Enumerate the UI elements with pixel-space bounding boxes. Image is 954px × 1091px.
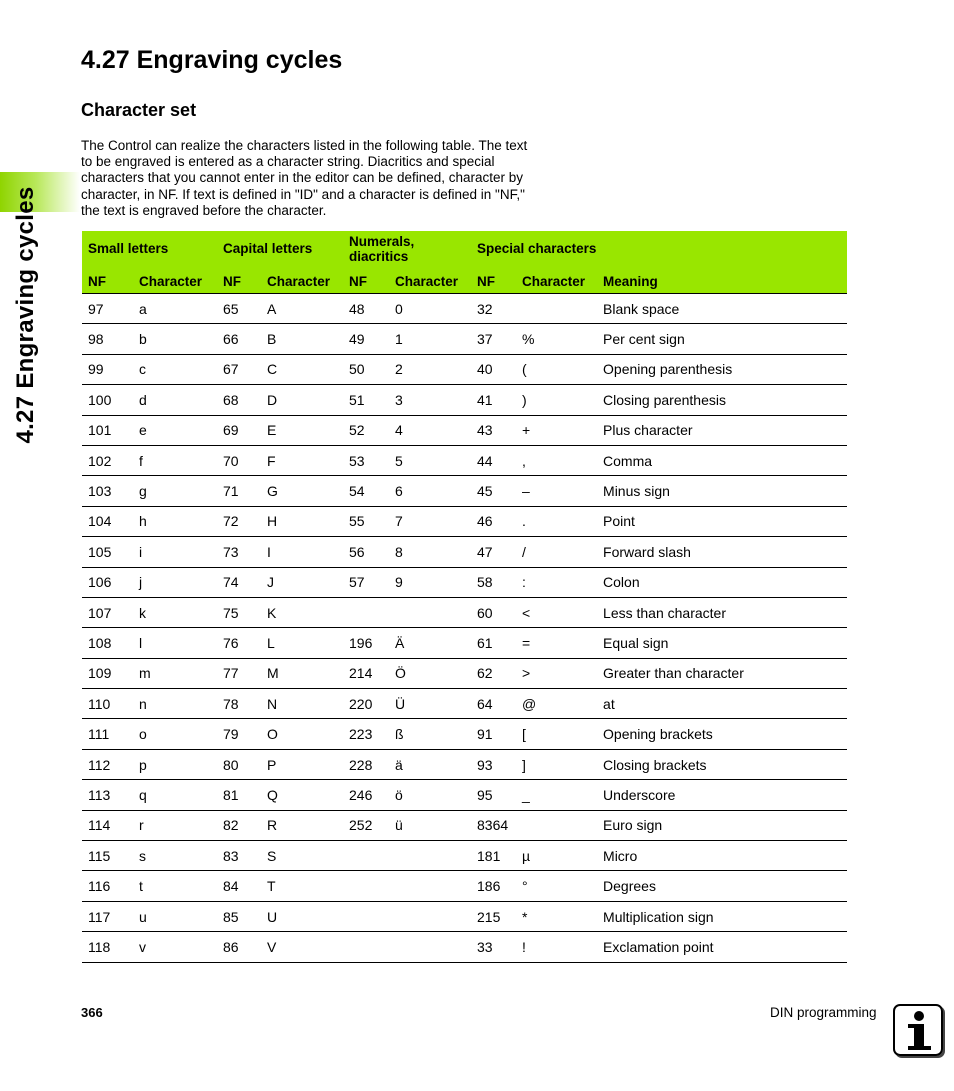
table-row bbox=[82, 749, 847, 779]
table-cell: L bbox=[261, 628, 343, 658]
table-cell: 72 bbox=[217, 506, 261, 536]
group-header-small-letters: Small letters bbox=[88, 241, 169, 256]
table-row bbox=[82, 932, 847, 962]
table-cell: M bbox=[261, 658, 343, 688]
table-cell: i bbox=[133, 537, 217, 567]
table-cell: B bbox=[261, 324, 343, 354]
table-cell: 33 bbox=[471, 932, 516, 962]
table-cell bbox=[343, 871, 389, 901]
column-header: Meaning bbox=[597, 264, 847, 294]
table-cell: 114 bbox=[82, 810, 133, 840]
table-row bbox=[82, 901, 847, 931]
table-cell: Q bbox=[261, 780, 343, 810]
table-cell: 110 bbox=[82, 689, 133, 719]
table-cell: d bbox=[133, 385, 217, 415]
table-cell: I bbox=[261, 537, 343, 567]
table-cell: 9 bbox=[389, 567, 471, 597]
table-cell: Multiplication sign bbox=[597, 901, 847, 931]
table-cell: = bbox=[516, 628, 597, 658]
table-row bbox=[82, 871, 847, 901]
table-cell: N bbox=[261, 689, 343, 719]
table-cell: Ü bbox=[389, 689, 471, 719]
side-tab-label: 4.27 Engraving cycles bbox=[12, 186, 39, 444]
table-cell: 112 bbox=[82, 749, 133, 779]
table-cell: 4 bbox=[389, 415, 471, 445]
table-cell: Equal sign bbox=[597, 628, 847, 658]
table-row bbox=[82, 506, 847, 536]
table-cell: * bbox=[516, 901, 597, 931]
table-cell: 44 bbox=[471, 445, 516, 475]
table-cell: 50 bbox=[343, 354, 389, 384]
table-cell: c bbox=[133, 354, 217, 384]
table-cell: 108 bbox=[82, 628, 133, 658]
chapter-title: 4.27 Engraving cycles bbox=[81, 46, 343, 74]
table-cell: 57 bbox=[343, 567, 389, 597]
table-cell: Blank space bbox=[597, 294, 847, 324]
table-cell: > bbox=[516, 658, 597, 688]
table-cell: 53 bbox=[343, 445, 389, 475]
table-cell: f bbox=[133, 445, 217, 475]
table-cell bbox=[389, 597, 471, 627]
table-cell: 95 bbox=[471, 780, 516, 810]
table-cell: 43 bbox=[471, 415, 516, 445]
table-cell: Closing brackets bbox=[597, 749, 847, 779]
table-cell: 83 bbox=[217, 841, 261, 871]
table-cell: Euro sign bbox=[597, 810, 847, 840]
column-header: Character bbox=[389, 264, 471, 294]
table-cell: 49 bbox=[343, 324, 389, 354]
column-header: NF bbox=[343, 264, 389, 294]
table-cell bbox=[343, 841, 389, 871]
table-row bbox=[82, 476, 847, 506]
table-cell: 62 bbox=[471, 658, 516, 688]
table-cell: 111 bbox=[82, 719, 133, 749]
table-cell: 3 bbox=[389, 385, 471, 415]
table-cell: 61 bbox=[471, 628, 516, 658]
table-cell: b bbox=[133, 324, 217, 354]
table-cell: ß bbox=[389, 719, 471, 749]
table-row bbox=[82, 567, 847, 597]
table-cell: 1 bbox=[389, 324, 471, 354]
table-cell: : bbox=[516, 567, 597, 597]
table-cell: 32 bbox=[471, 294, 516, 324]
table-cell: Per cent sign bbox=[597, 324, 847, 354]
table-cell: 54 bbox=[343, 476, 389, 506]
table-cell: o bbox=[133, 719, 217, 749]
page-number: 366 bbox=[81, 1005, 103, 1020]
table-row bbox=[82, 324, 847, 354]
table-cell: C bbox=[261, 354, 343, 384]
table-cell: < bbox=[516, 597, 597, 627]
table-cell: G bbox=[261, 476, 343, 506]
table-cell: ü bbox=[389, 810, 471, 840]
column-header: NF bbox=[471, 264, 516, 294]
table-cell: S bbox=[261, 841, 343, 871]
table-cell: Opening parenthesis bbox=[597, 354, 847, 384]
table-cell: 64 bbox=[471, 689, 516, 719]
table-cell: l bbox=[133, 628, 217, 658]
table-cell: Plus character bbox=[597, 415, 847, 445]
table-cell: % bbox=[516, 324, 597, 354]
table-cell: 37 bbox=[471, 324, 516, 354]
table-cell: e bbox=[133, 415, 217, 445]
table-cell: O bbox=[261, 719, 343, 749]
table-row bbox=[82, 385, 847, 415]
table-cell: 109 bbox=[82, 658, 133, 688]
table-row bbox=[82, 719, 847, 749]
table-cell: 102 bbox=[82, 445, 133, 475]
table-row bbox=[82, 810, 847, 840]
column-header: Character bbox=[133, 264, 217, 294]
table-cell: p bbox=[133, 749, 217, 779]
table-cell: 60 bbox=[471, 597, 516, 627]
table-cell: Degrees bbox=[597, 871, 847, 901]
table-cell: 228 bbox=[343, 749, 389, 779]
group-header-empty bbox=[597, 231, 847, 264]
table-cell: u bbox=[133, 901, 217, 931]
table-cell: t bbox=[133, 871, 217, 901]
table-cell: 45 bbox=[471, 476, 516, 506]
table-cell: 76 bbox=[217, 628, 261, 658]
table-cell: Point bbox=[597, 506, 847, 536]
table-cell: A bbox=[261, 294, 343, 324]
table-cell: / bbox=[516, 537, 597, 567]
table-cell: Underscore bbox=[597, 780, 847, 810]
table-cell: 214 bbox=[343, 658, 389, 688]
column-header: NF bbox=[82, 264, 133, 294]
table-cell: at bbox=[597, 689, 847, 719]
table-cell: ä bbox=[389, 749, 471, 779]
column-header: Character bbox=[261, 264, 343, 294]
table-row bbox=[82, 780, 847, 810]
table-cell: 93 bbox=[471, 749, 516, 779]
table-cell: _ bbox=[516, 780, 597, 810]
table-cell: 2 bbox=[389, 354, 471, 384]
table-cell: + bbox=[516, 415, 597, 445]
table-cell: 70 bbox=[217, 445, 261, 475]
table-cell: Less than character bbox=[597, 597, 847, 627]
table-cell bbox=[343, 932, 389, 962]
column-header: Character bbox=[516, 264, 597, 294]
group-header-capital-letters: Capital letters bbox=[223, 241, 313, 256]
table-cell: s bbox=[133, 841, 217, 871]
table-cell: 51 bbox=[343, 385, 389, 415]
table-cell: 71 bbox=[217, 476, 261, 506]
table-cell: 5 bbox=[389, 445, 471, 475]
table-cell: @ bbox=[516, 689, 597, 719]
table-cell bbox=[389, 932, 471, 962]
table-cell: 100 bbox=[82, 385, 133, 415]
table-row bbox=[82, 841, 847, 871]
table-cell: 41 bbox=[471, 385, 516, 415]
table-cell: ! bbox=[516, 932, 597, 962]
table-cell: 81 bbox=[217, 780, 261, 810]
table-cell: F bbox=[261, 445, 343, 475]
table-cell: 115 bbox=[82, 841, 133, 871]
table-cell: D bbox=[261, 385, 343, 415]
table-group-header-row bbox=[82, 231, 847, 264]
table-cell: Greater than character bbox=[597, 658, 847, 688]
table-cell: 118 bbox=[82, 932, 133, 962]
table-cell: T bbox=[261, 871, 343, 901]
table-body bbox=[82, 294, 847, 963]
table-cell: 91 bbox=[471, 719, 516, 749]
table-cell: Colon bbox=[597, 567, 847, 597]
table-row bbox=[82, 445, 847, 475]
table-cell: 73 bbox=[217, 537, 261, 567]
table-cell: , bbox=[516, 445, 597, 475]
table-cell: 107 bbox=[82, 597, 133, 627]
table-cell: 85 bbox=[217, 901, 261, 931]
table-cell: 67 bbox=[217, 354, 261, 384]
table-cell bbox=[516, 810, 597, 840]
table-cell: 97 bbox=[82, 294, 133, 324]
table-cell: 196 bbox=[343, 628, 389, 658]
table-cell: R bbox=[261, 810, 343, 840]
table-row bbox=[82, 597, 847, 627]
table-cell: µ bbox=[516, 841, 597, 871]
table-cell: n bbox=[133, 689, 217, 719]
table-cell: 56 bbox=[343, 537, 389, 567]
table-cell: 116 bbox=[82, 871, 133, 901]
table-cell: 246 bbox=[343, 780, 389, 810]
table-cell: Ö bbox=[389, 658, 471, 688]
table-cell: 7 bbox=[389, 506, 471, 536]
table-cell: 105 bbox=[82, 537, 133, 567]
table-cell: 181 bbox=[471, 841, 516, 871]
table-cell: 117 bbox=[82, 901, 133, 931]
table-cell: 47 bbox=[471, 537, 516, 567]
table-cell: 220 bbox=[343, 689, 389, 719]
table-cell bbox=[389, 841, 471, 871]
table-cell: Micro bbox=[597, 841, 847, 871]
table-cell: 58 bbox=[471, 567, 516, 597]
table-cell: E bbox=[261, 415, 343, 445]
table-cell: 86 bbox=[217, 932, 261, 962]
table-row bbox=[82, 658, 847, 688]
table-cell: a bbox=[133, 294, 217, 324]
section-title: Character set bbox=[81, 100, 197, 120]
table-cell: 0 bbox=[389, 294, 471, 324]
table-cell: ) bbox=[516, 385, 597, 415]
table-cell: 6 bbox=[389, 476, 471, 506]
table-cell: m bbox=[133, 658, 217, 688]
table-cell: 46 bbox=[471, 506, 516, 536]
info-icon bbox=[893, 1004, 943, 1056]
table-cell: V bbox=[261, 932, 343, 962]
table-cell bbox=[343, 901, 389, 931]
table-cell: g bbox=[133, 476, 217, 506]
table-cell: – bbox=[516, 476, 597, 506]
table-cell bbox=[516, 294, 597, 324]
table-cell: 8 bbox=[389, 537, 471, 567]
table-cell: ° bbox=[516, 871, 597, 901]
table-cell: v bbox=[133, 932, 217, 962]
table-cell: r bbox=[133, 810, 217, 840]
table-row bbox=[82, 628, 847, 658]
table-cell: ] bbox=[516, 749, 597, 779]
table-cell bbox=[389, 871, 471, 901]
table-row bbox=[82, 415, 847, 445]
table-cell: Closing parenthesis bbox=[597, 385, 847, 415]
table-cell: 113 bbox=[82, 780, 133, 810]
table-cell: 68 bbox=[217, 385, 261, 415]
table-cell: K bbox=[261, 597, 343, 627]
table-cell: k bbox=[133, 597, 217, 627]
table-cell: U bbox=[261, 901, 343, 931]
table-cell: [ bbox=[516, 719, 597, 749]
table-cell: 66 bbox=[217, 324, 261, 354]
intro-paragraph: The Control can realize the characters listed in the following table. The text to be engraved is entered as a character string. Diacritics and special characters that you cannot enter in the editor can be defined, character by character, in NF. If text is defined in "ID" and a character is defined in "NF," the text is engraved before the character. bbox=[81, 138, 528, 218]
table-cell: 82 bbox=[217, 810, 261, 840]
table-cell: 65 bbox=[217, 294, 261, 324]
table-row bbox=[82, 294, 847, 324]
table-cell: q bbox=[133, 780, 217, 810]
table-cell: 77 bbox=[217, 658, 261, 688]
table-cell bbox=[389, 901, 471, 931]
table-cell: H bbox=[261, 506, 343, 536]
table-row bbox=[82, 537, 847, 567]
group-header-special-characters: Special characters bbox=[477, 241, 597, 256]
table-cell: Ä bbox=[389, 628, 471, 658]
table-cell: P bbox=[261, 749, 343, 779]
column-header: NF bbox=[217, 264, 261, 294]
table-cell: J bbox=[261, 567, 343, 597]
table-cell: 52 bbox=[343, 415, 389, 445]
group-header-numerals-diacritics: Numerals, diacritics bbox=[349, 233, 415, 264]
table-cell: 69 bbox=[217, 415, 261, 445]
table-column-header-row bbox=[82, 264, 847, 294]
table-cell: 80 bbox=[217, 749, 261, 779]
table-cell: Opening brackets bbox=[597, 719, 847, 749]
table-cell: 40 bbox=[471, 354, 516, 384]
table-cell: 98 bbox=[82, 324, 133, 354]
table-cell: 186 bbox=[471, 871, 516, 901]
table-row bbox=[82, 354, 847, 384]
table-cell: 104 bbox=[82, 506, 133, 536]
table-cell: ö bbox=[389, 780, 471, 810]
table-cell: 99 bbox=[82, 354, 133, 384]
table-cell: 223 bbox=[343, 719, 389, 749]
table-row bbox=[82, 689, 847, 719]
table-cell: 84 bbox=[217, 871, 261, 901]
table-cell: 79 bbox=[217, 719, 261, 749]
table-cell: 78 bbox=[217, 689, 261, 719]
table-cell: 75 bbox=[217, 597, 261, 627]
table-cell: 103 bbox=[82, 476, 133, 506]
table-cell: 48 bbox=[343, 294, 389, 324]
table-cell: Minus sign bbox=[597, 476, 847, 506]
table-cell: 106 bbox=[82, 567, 133, 597]
table-cell: Exclamation point bbox=[597, 932, 847, 962]
table-cell: 101 bbox=[82, 415, 133, 445]
table-cell: 55 bbox=[343, 506, 389, 536]
footer-section-name: DIN programming bbox=[770, 1005, 877, 1020]
table-cell: h bbox=[133, 506, 217, 536]
table-cell: 74 bbox=[217, 567, 261, 597]
table-cell: Forward slash bbox=[597, 537, 847, 567]
table-cell bbox=[343, 597, 389, 627]
table-cell: . bbox=[516, 506, 597, 536]
table-cell: Comma bbox=[597, 445, 847, 475]
table-cell: ( bbox=[516, 354, 597, 384]
character-set-table bbox=[82, 231, 847, 963]
table-cell: j bbox=[133, 567, 217, 597]
table-cell: 252 bbox=[343, 810, 389, 840]
table-cell: 8364 bbox=[471, 810, 516, 840]
table-cell: 215 bbox=[471, 901, 516, 931]
